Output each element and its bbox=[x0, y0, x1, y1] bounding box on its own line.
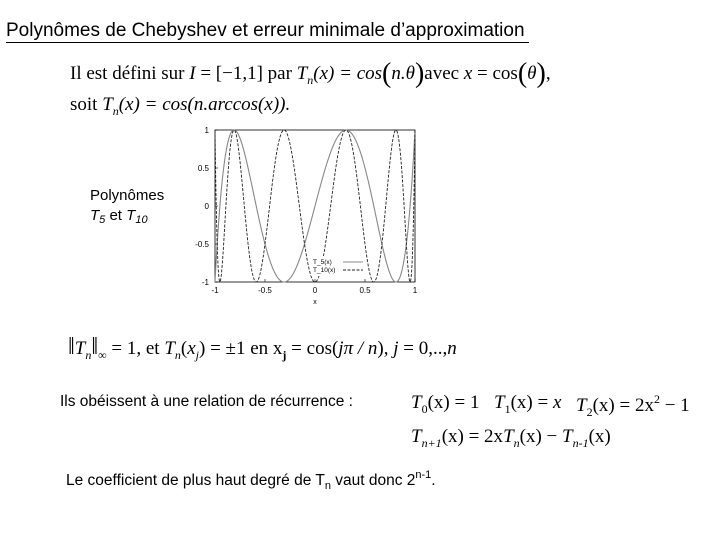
T2-formula: $T_2(x) = 2x^2 - 1$ bbox=[576, 392, 690, 419]
legend-label: T_5(x) bbox=[313, 259, 332, 266]
x-tick-label: -0.5 bbox=[258, 286, 272, 295]
conclusion-text: Le coefficient de plus haut degré de $T_n$ vaut donc 2$^{n-1}$. bbox=[66, 469, 436, 492]
subscript-n: n bbox=[307, 73, 314, 87]
norm-equation: $‖T_n‖_\infty = 1$, et $T_n(x_j) = \pm 1$ en $x_j = \cos(j\pi / n)$, j = 0,..,n bbox=[68, 334, 457, 362]
comma: , bbox=[545, 63, 551, 84]
chebyshev-T: T bbox=[102, 94, 113, 115]
chebyshev-T: T bbox=[296, 63, 308, 84]
soit-text: soit bbox=[70, 94, 103, 115]
infinity-symbol: ∞ bbox=[98, 348, 107, 362]
x-tick-label: 0 bbox=[312, 286, 318, 295]
legend-label: T_10(x) bbox=[313, 267, 336, 274]
definition-text: Il est défini sur bbox=[70, 63, 185, 84]
cos-argument: n.θ bbox=[391, 63, 415, 84]
y-tick-label: 1 bbox=[204, 126, 209, 135]
y-tick-label: 0.5 bbox=[197, 164, 209, 173]
caption-line-2: $T_5$ et $T_{10}$ bbox=[90, 207, 148, 226]
x-tick-label: 1 bbox=[412, 286, 418, 295]
x-tick-label: 0.5 bbox=[359, 286, 371, 295]
recurrence-formula: $T_{n+1}(x) = 2xT_n(x) - T_{n-1}(x)$ bbox=[411, 426, 611, 450]
avec-text: avec bbox=[424, 63, 464, 84]
definition-line-2 bbox=[70, 94, 290, 119]
x-axis-label: x bbox=[313, 299, 317, 306]
chebyshev-plot bbox=[190, 124, 450, 314]
interval-symbol: I bbox=[189, 63, 196, 84]
cos-text: = cos bbox=[472, 63, 518, 84]
definition-formula: (x) = cos bbox=[313, 63, 383, 84]
plot-caption bbox=[90, 186, 164, 230]
formula-lhs: (x) = cos bbox=[118, 94, 188, 115]
x-variable: x bbox=[463, 63, 473, 84]
theta-symbol: θ bbox=[527, 63, 537, 84]
y-tick-label: -0.5 bbox=[195, 240, 209, 249]
x-tick-label: -1 bbox=[211, 286, 219, 295]
T0-formula: $T_0(x) = 1$ bbox=[411, 392, 480, 416]
caption-line-1: Polynômes bbox=[90, 187, 165, 204]
definition-line-1: Il est défini sur I = [−1,1] par $T_n(x)$ = cos(n.θ)avec x = cos(θ), bbox=[70, 58, 551, 89]
T1-formula: $T_1(x) = x$ bbox=[494, 392, 562, 416]
page-title: Polynômes de Chebyshev et erreur minimale d’approximation bbox=[6, 20, 529, 43]
y-tick-label: 0 bbox=[204, 202, 209, 211]
recurrence-text: Ils obéissent à une relation de récurrence : bbox=[60, 393, 353, 410]
interval-text: = [−1,1] par bbox=[195, 63, 297, 84]
norm-T: T bbox=[74, 338, 86, 359]
subscript-n: n bbox=[112, 104, 119, 118]
y-tick-label: -1 bbox=[201, 278, 209, 287]
formula-rhs: (n.arccos(x)). bbox=[187, 94, 291, 115]
